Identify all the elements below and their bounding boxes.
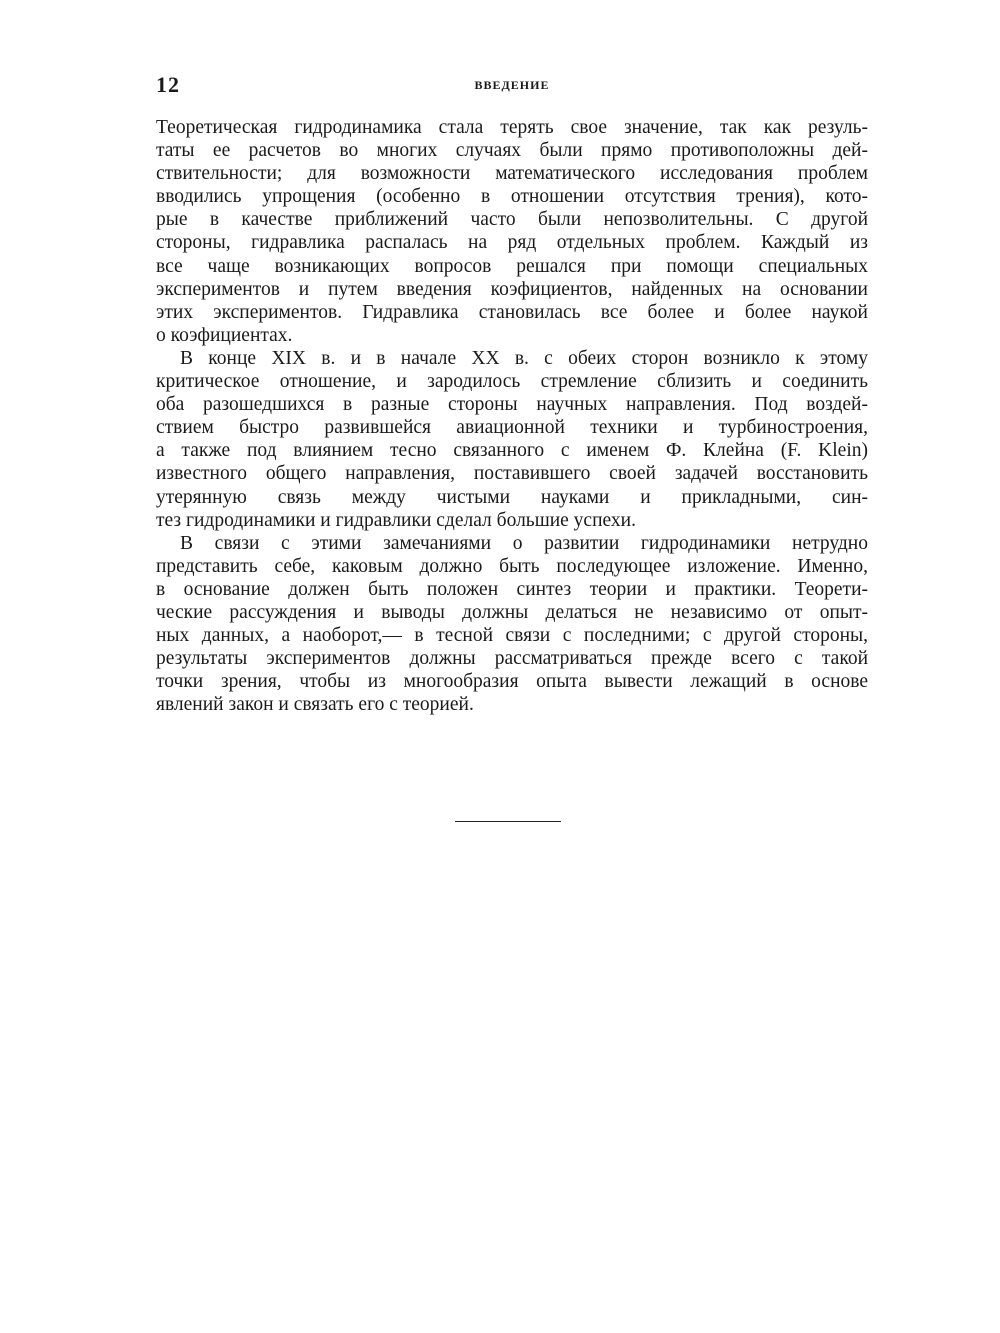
text-line: явлений закон и связать его с теорией. [156, 694, 474, 716]
text-line: вводились упрощения (особенно в отношении отсутствия трения), кото- [156, 186, 868, 208]
page-number: 12 [156, 72, 180, 97]
paragraph [156, 532, 868, 717]
text-line: Теоретическая гидродинамика стала терять свое значение, так как резуль- [156, 117, 868, 138]
text-line: точки зрения, чтобы из многообразия опыта вывести лежащий в основе [156, 671, 868, 693]
paragraph [156, 347, 868, 532]
text-line: ных данных, а наоборот,— в тесной связи с последними; с другой стороны, [156, 625, 868, 647]
body-text [156, 116, 868, 716]
text-line: представить себе, каковым должно быть последующее изложение. Именно, [156, 555, 868, 577]
text-line: все чаще возникающих вопросов решался при помощи специальных [156, 255, 868, 277]
text-line: ческие рассуждения и выводы должны делаться не независимо от опыт- [156, 601, 868, 623]
text-line: оба разошедшихся в разные стороны научных направления. Под воздей- [156, 394, 868, 416]
running-head [156, 72, 868, 100]
text-line: таты ее расчетов во многих случаях были прямо противоположны дей- [156, 140, 868, 162]
text-line: ствием быстро развившейся авиационной техники и турбиностроения, [156, 417, 868, 439]
text-line: стороны, гидравлика распалась на ряд отдельных проблем. Каждый из [156, 232, 868, 254]
section-title: ВВЕДЕНИЕ [474, 78, 550, 92]
text-line: экспериментов и путем введения коэфициентов, найденных на основании [156, 278, 868, 300]
text-line: известного общего направления, поставившего своей задачей восстановить [156, 463, 868, 485]
text-line: результаты экспериментов должны рассматриваться прежде всего с такой [156, 648, 868, 670]
text-line: утерянную связь между чистыми науками и прикладными, син- [156, 486, 868, 508]
text-line: рые в качестве приближений часто были непозволительны. С другой [156, 209, 868, 231]
text-line: этих экспериментов. Гидравлика становилась все более и более наукой [156, 301, 868, 323]
text-line: о коэфициентах. [156, 324, 293, 346]
closing-rule [455, 821, 561, 822]
text-line: ствительности; для возможности математического исследования проблем [156, 163, 868, 185]
text-line: а также под влиянием тесно связанного с именем Ф. Клейна (F. Klein) [156, 440, 868, 462]
text-line: критическое отношение, и зародилось стремление сблизить и соединить [156, 371, 868, 393]
paragraph [156, 116, 868, 347]
text-line: В конце XIX в. и в начале XX в. с обеих сторон возникло к этому [180, 347, 868, 369]
text-line: В связи с этими замечаниями о развитии гидродинамики нетрудно [180, 532, 868, 554]
text-line: в основание должен быть положен синтез теории и практики. Теорети- [156, 578, 868, 600]
text-line: тез гидродинамики и гидравлики сделал большие успехи. [156, 509, 636, 531]
